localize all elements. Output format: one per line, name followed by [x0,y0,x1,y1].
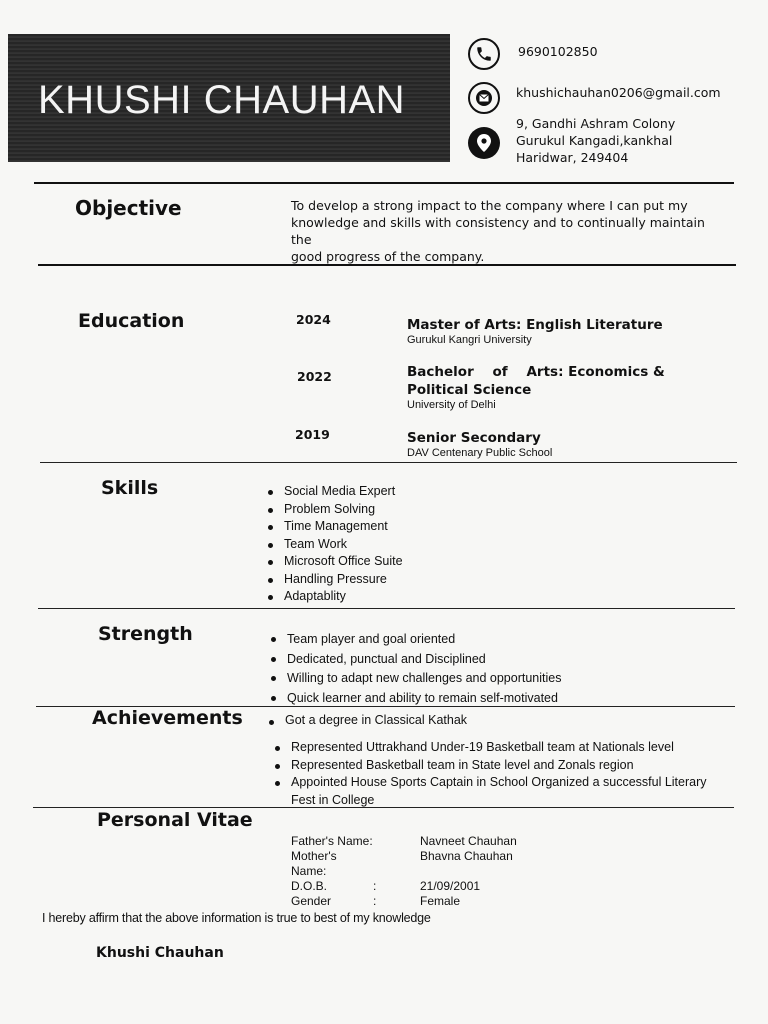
skill-item: Team Work [268,536,403,554]
education-heading: Education [78,310,185,332]
strength-heading: Strength [98,623,193,645]
degree-title: Political Science [407,382,532,398]
vitae-value: Bhavna Chauhan [420,849,513,863]
vitae-value: 21/09/2001 [420,879,481,893]
vitae-row [291,849,517,879]
location-pin-icon [468,127,500,159]
section-divider [38,608,735,609]
objective-line: good progress of the company. [291,249,485,264]
education-entry [407,316,677,346]
strength-item: Dedicated, punctual and Disciplined [271,650,561,670]
achievement-item-continuation: Fest in College [291,792,375,807]
vitae-value: Female [420,894,461,908]
achievement-item: Represented Basketball team in State level and Zonals region [275,757,707,775]
section-divider [40,462,737,463]
education-year: 2019 [295,427,330,442]
phone-icon [468,38,500,70]
personal-vitae-heading: Personal Vitae [97,809,253,831]
degree-title: Bachelor of Arts: Economics & [407,364,665,380]
vitae-value: Navneet Chauhan [420,834,517,848]
objective-line: knowledge and skills with consistency and to continually maintain the [291,215,705,247]
signature-name: Khushi Chauhan [96,945,224,961]
address-line: Gurukul Kangadi,kankhal [516,133,673,148]
achievement-first-list [269,713,467,727]
strength-item: Willing to adapt new challenges and opportunities [271,669,561,689]
section-divider [38,264,736,266]
skill-item: Handling Pressure [268,571,403,589]
skill-item: Social Media Expert [268,483,403,501]
vitae-label: Mother's Name: [291,849,337,878]
section-divider [33,807,734,808]
education-entry [407,363,677,411]
phone-number: 9690102850 [518,44,598,59]
strength-item: Quick learner and ability to remain self-motivated [271,689,561,709]
vitae-row [291,879,517,894]
education-year: 2024 [296,312,331,327]
full-name: KHUSHI CHAUHAN [38,78,406,122]
address [516,115,675,166]
section-divider [34,182,734,184]
degree-title: Senior Secondary [407,430,541,446]
institution: University of Delhi [407,399,496,411]
vitae-row [291,834,517,849]
institution: Gurukul Kangri University [407,334,532,346]
address-line: Haridwar, 249404 [516,150,629,165]
skill-item: Time Management [268,518,403,536]
vitae-label: Father's Name: [291,834,373,848]
achievements-list [275,739,707,809]
address-line: 9, Gandhi Ashram Colony [516,116,676,131]
vitae-separator [373,834,420,849]
skills-heading: Skills [101,477,159,499]
vitae-separator: : [373,879,377,893]
skill-item: Adaptablity [268,588,403,606]
achievement-item: Got a degree in Classical Kathak [269,713,467,727]
skills-list [268,483,403,606]
strength-list [271,630,561,708]
vitae-separator: : [373,894,377,908]
objective-line: To develop a strong impact to the company where I can put my [291,198,688,213]
skill-item: Microsoft Office Suite [268,553,403,571]
vitae-separator [373,849,420,879]
degree-title: Master of Arts: English Literature [407,317,663,333]
personal-vitae-table [291,834,517,909]
education-year: 2022 [297,369,332,384]
achievements-heading: Achievements [92,707,243,729]
achievement-item: Represented Uttrakhand Under-19 Basketball team at Nationals level [275,739,707,757]
vitae-label: Gender [291,894,332,908]
vitae-label: D.O.B. [291,879,328,893]
email-icon [468,82,500,114]
declaration-text: I hereby affirm that the above information is true to best of my knowledge [42,911,431,925]
education-entry [407,429,677,459]
objective-heading: Objective [75,196,182,220]
objective-text [291,197,711,265]
name-banner [8,34,450,162]
achievement-item: Appointed House Sports Captain in School Organized a successful Literary [275,774,707,792]
skill-item: Problem Solving [268,501,403,519]
strength-item: Team player and goal oriented [271,630,561,650]
email-address: khushichauhan0206@gmail.com [516,85,721,100]
vitae-row [291,894,517,909]
institution: DAV Centenary Public School [407,447,553,459]
